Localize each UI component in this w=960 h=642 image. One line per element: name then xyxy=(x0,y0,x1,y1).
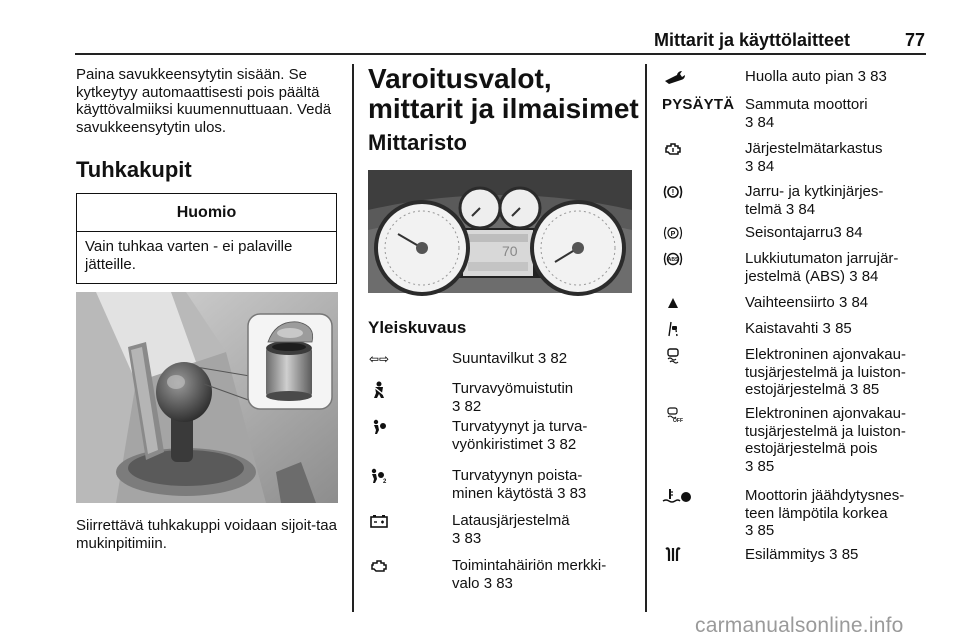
page-ref: 83 xyxy=(464,529,482,547)
section-heading-instrument-cluster: Mittaristo xyxy=(368,130,467,155)
entry-stop-engine xyxy=(745,96,868,131)
ref-symbol: 3 xyxy=(833,224,842,241)
ref-symbol: 3 xyxy=(483,574,493,592)
page-ref: 83 xyxy=(569,484,587,502)
brake-system-icon xyxy=(662,183,684,201)
seatbelt-reminder-icon xyxy=(368,380,390,398)
entry-stability-control-off xyxy=(745,405,906,475)
ashtray-illustration xyxy=(76,292,338,503)
cigarette-lighter-text: Paina savukkeensytytin sisään. Se kytkeytyy automaattisesti pois päältä käyttövalmiiksi kuumennuttuaan. Vedä savukkeensytytin ulos. xyxy=(76,66,332,136)
entry-text: Turvatyynyt ja turva- xyxy=(452,418,588,435)
ref-symbol: 3 xyxy=(557,484,566,502)
page-ref: 85 xyxy=(841,546,859,563)
preheating-icon xyxy=(662,546,684,564)
header-rule xyxy=(75,53,926,55)
lane-departure-icon xyxy=(662,320,684,338)
svg-text:ABS: ABS xyxy=(667,257,679,263)
engine-malfunction-icon xyxy=(368,557,390,575)
ref-symbol: 3 xyxy=(452,529,461,547)
page-ref: 82 xyxy=(559,435,577,453)
entry-text: jestelmä (ABS) xyxy=(745,267,850,285)
entry-text: telmä xyxy=(745,200,786,218)
stop-label: PYSÄYTÄ xyxy=(662,96,735,113)
page-ref: 82 xyxy=(550,350,568,367)
ref-symbol: 3 xyxy=(857,68,866,85)
entry-text: Toimintahäiriön merkki- xyxy=(452,557,607,574)
ref-symbol: 3 xyxy=(745,113,754,131)
page-ref: 85 xyxy=(862,381,880,398)
ref-symbol: 3 xyxy=(745,457,754,475)
entry-text: Latausjärjestelmä xyxy=(452,512,570,529)
entry-text: Elektroninen ajonvakau- xyxy=(745,405,906,422)
entry-lane-departure xyxy=(745,320,852,338)
parking-brake-icon xyxy=(662,224,684,242)
entry-text: Turvavyömuistutin xyxy=(452,380,574,397)
airbag-off-icon xyxy=(368,467,390,485)
entry-text: Huolla auto pian xyxy=(745,68,858,85)
ref-symbol: 3 xyxy=(745,157,754,175)
page-ref: 82 xyxy=(464,397,482,415)
ref-symbol: 3 xyxy=(838,294,848,311)
page-ref: 83 xyxy=(870,68,887,85)
entry-text: Järjestelmätarkastus xyxy=(745,140,883,157)
notice-text: Vain tuhkaa varten - ei palaville jätteille. xyxy=(85,238,293,273)
entry-charging-system xyxy=(452,512,570,547)
ref-symbol: 3 xyxy=(822,320,831,337)
page-ref: 84 xyxy=(757,113,775,131)
entry-text: Vaihteensiirto xyxy=(745,294,839,311)
page-ref: 85 xyxy=(757,522,775,539)
page-ref: 84 xyxy=(845,224,863,241)
svg-text:!: ! xyxy=(671,188,675,197)
entry-text: Suuntavilkut xyxy=(452,350,538,367)
chapter-heading: Varoitusvalot, mittarit ja ilmaisimet xyxy=(368,63,639,124)
entry-stability-control xyxy=(745,346,906,399)
entry-text: valo xyxy=(452,574,484,592)
page-number: 77 xyxy=(904,30,925,50)
entry-seatbelt-reminder xyxy=(452,380,573,415)
entry-gear-shift xyxy=(745,294,868,312)
page-ref: 85 xyxy=(757,457,775,475)
svg-text:OFF: OFF xyxy=(673,418,683,424)
ref-symbol: 3 xyxy=(745,522,754,539)
notice-box xyxy=(76,193,337,284)
wrench-icon xyxy=(662,68,688,86)
notice-title: Huomio xyxy=(77,194,336,232)
entry-text: Kaistavahti xyxy=(745,320,823,337)
entry-text: Moottorin jäähdytysnes- xyxy=(745,487,905,504)
running-header-title: Mittarit ja käyttölaitteet xyxy=(653,30,850,50)
svg-text:2: 2 xyxy=(383,479,387,485)
page-ref: 85 xyxy=(835,320,852,337)
stability-control-icon xyxy=(662,346,684,364)
watermark: carmanualsonline.info xyxy=(695,614,904,637)
ref-symbol: 3 xyxy=(850,381,859,398)
entry-abs xyxy=(745,250,898,285)
entry-text: Sammuta moottori xyxy=(745,96,868,113)
entry-text: estojärjestelmä pois xyxy=(745,440,878,457)
stability-control-off-icon xyxy=(662,405,684,423)
ref-symbol: 3 xyxy=(829,546,838,563)
entry-text: minen käytöstä xyxy=(452,484,558,502)
entry-preheating xyxy=(745,546,858,564)
cluster-speed-readout: 70 xyxy=(502,243,518,259)
entry-text: tusjärjestelmä ja luiston- xyxy=(745,363,906,381)
ashtray-caption: Siirrettävä tuhkakuppi voidaan sijoit-taa mukinpitimiin. xyxy=(76,517,337,552)
ref-symbol: 3 xyxy=(537,350,547,367)
overview-heading: Yleiskuvaus xyxy=(368,318,467,337)
entry-brake-clutch-system xyxy=(745,183,883,218)
entry-malfunction-indicator xyxy=(452,557,606,592)
page-ref: 84 xyxy=(861,267,879,285)
entry-airbag-deactivation xyxy=(452,467,586,502)
page-ref: 84 xyxy=(798,200,816,218)
instrument-cluster-illustration xyxy=(368,170,632,293)
entry-text: Lukkiutumaton jarrujär- xyxy=(745,250,899,267)
entry-text: Turvatyynyn poista- xyxy=(452,467,583,484)
entry-turn-signals xyxy=(452,350,567,368)
entry-text: estojärjestelmä xyxy=(745,381,851,398)
turn-signal-arrows-icon: ⇦⇨ xyxy=(368,352,390,366)
battery-icon xyxy=(368,512,390,530)
system-check-icon xyxy=(662,140,684,158)
page-ref: 84 xyxy=(757,157,775,175)
coolant-temperature-icon xyxy=(662,487,692,505)
column-divider-right xyxy=(645,64,647,612)
abs-icon xyxy=(662,250,684,268)
entry-coolant-temperature xyxy=(745,487,904,540)
svg-text:P: P xyxy=(670,231,676,238)
entry-text: vyönkiristimet xyxy=(452,435,548,453)
ref-symbol: 3 xyxy=(849,267,858,285)
entry-service-vehicle xyxy=(745,68,887,86)
airbag-icon xyxy=(368,418,390,436)
entry-system-check xyxy=(745,140,883,175)
page-ref: 83 xyxy=(496,574,513,592)
section-heading-ashtrays: Tuhkakupit xyxy=(76,157,192,182)
entry-text: Seisontajarru xyxy=(745,224,834,241)
page-ref: 84 xyxy=(851,294,869,311)
entry-text: teen lämpötila korkea xyxy=(745,504,888,522)
entry-text: Jarru- ja kytkinjärjes- xyxy=(745,183,884,200)
ref-symbol: 3 xyxy=(547,435,556,453)
entry-text: Esilämmitys xyxy=(745,546,830,563)
ref-symbol: 3 xyxy=(452,397,461,415)
gear-shift-icon xyxy=(662,294,684,312)
entry-parking-brake xyxy=(745,224,863,242)
entry-text: Elektroninen ajonvakau- xyxy=(745,346,906,363)
column-divider-left xyxy=(352,64,354,612)
entry-text: tusjärjestelmä ja luiston- xyxy=(745,422,906,440)
entry-airbags xyxy=(452,418,587,453)
ref-symbol: 3 xyxy=(785,200,795,218)
